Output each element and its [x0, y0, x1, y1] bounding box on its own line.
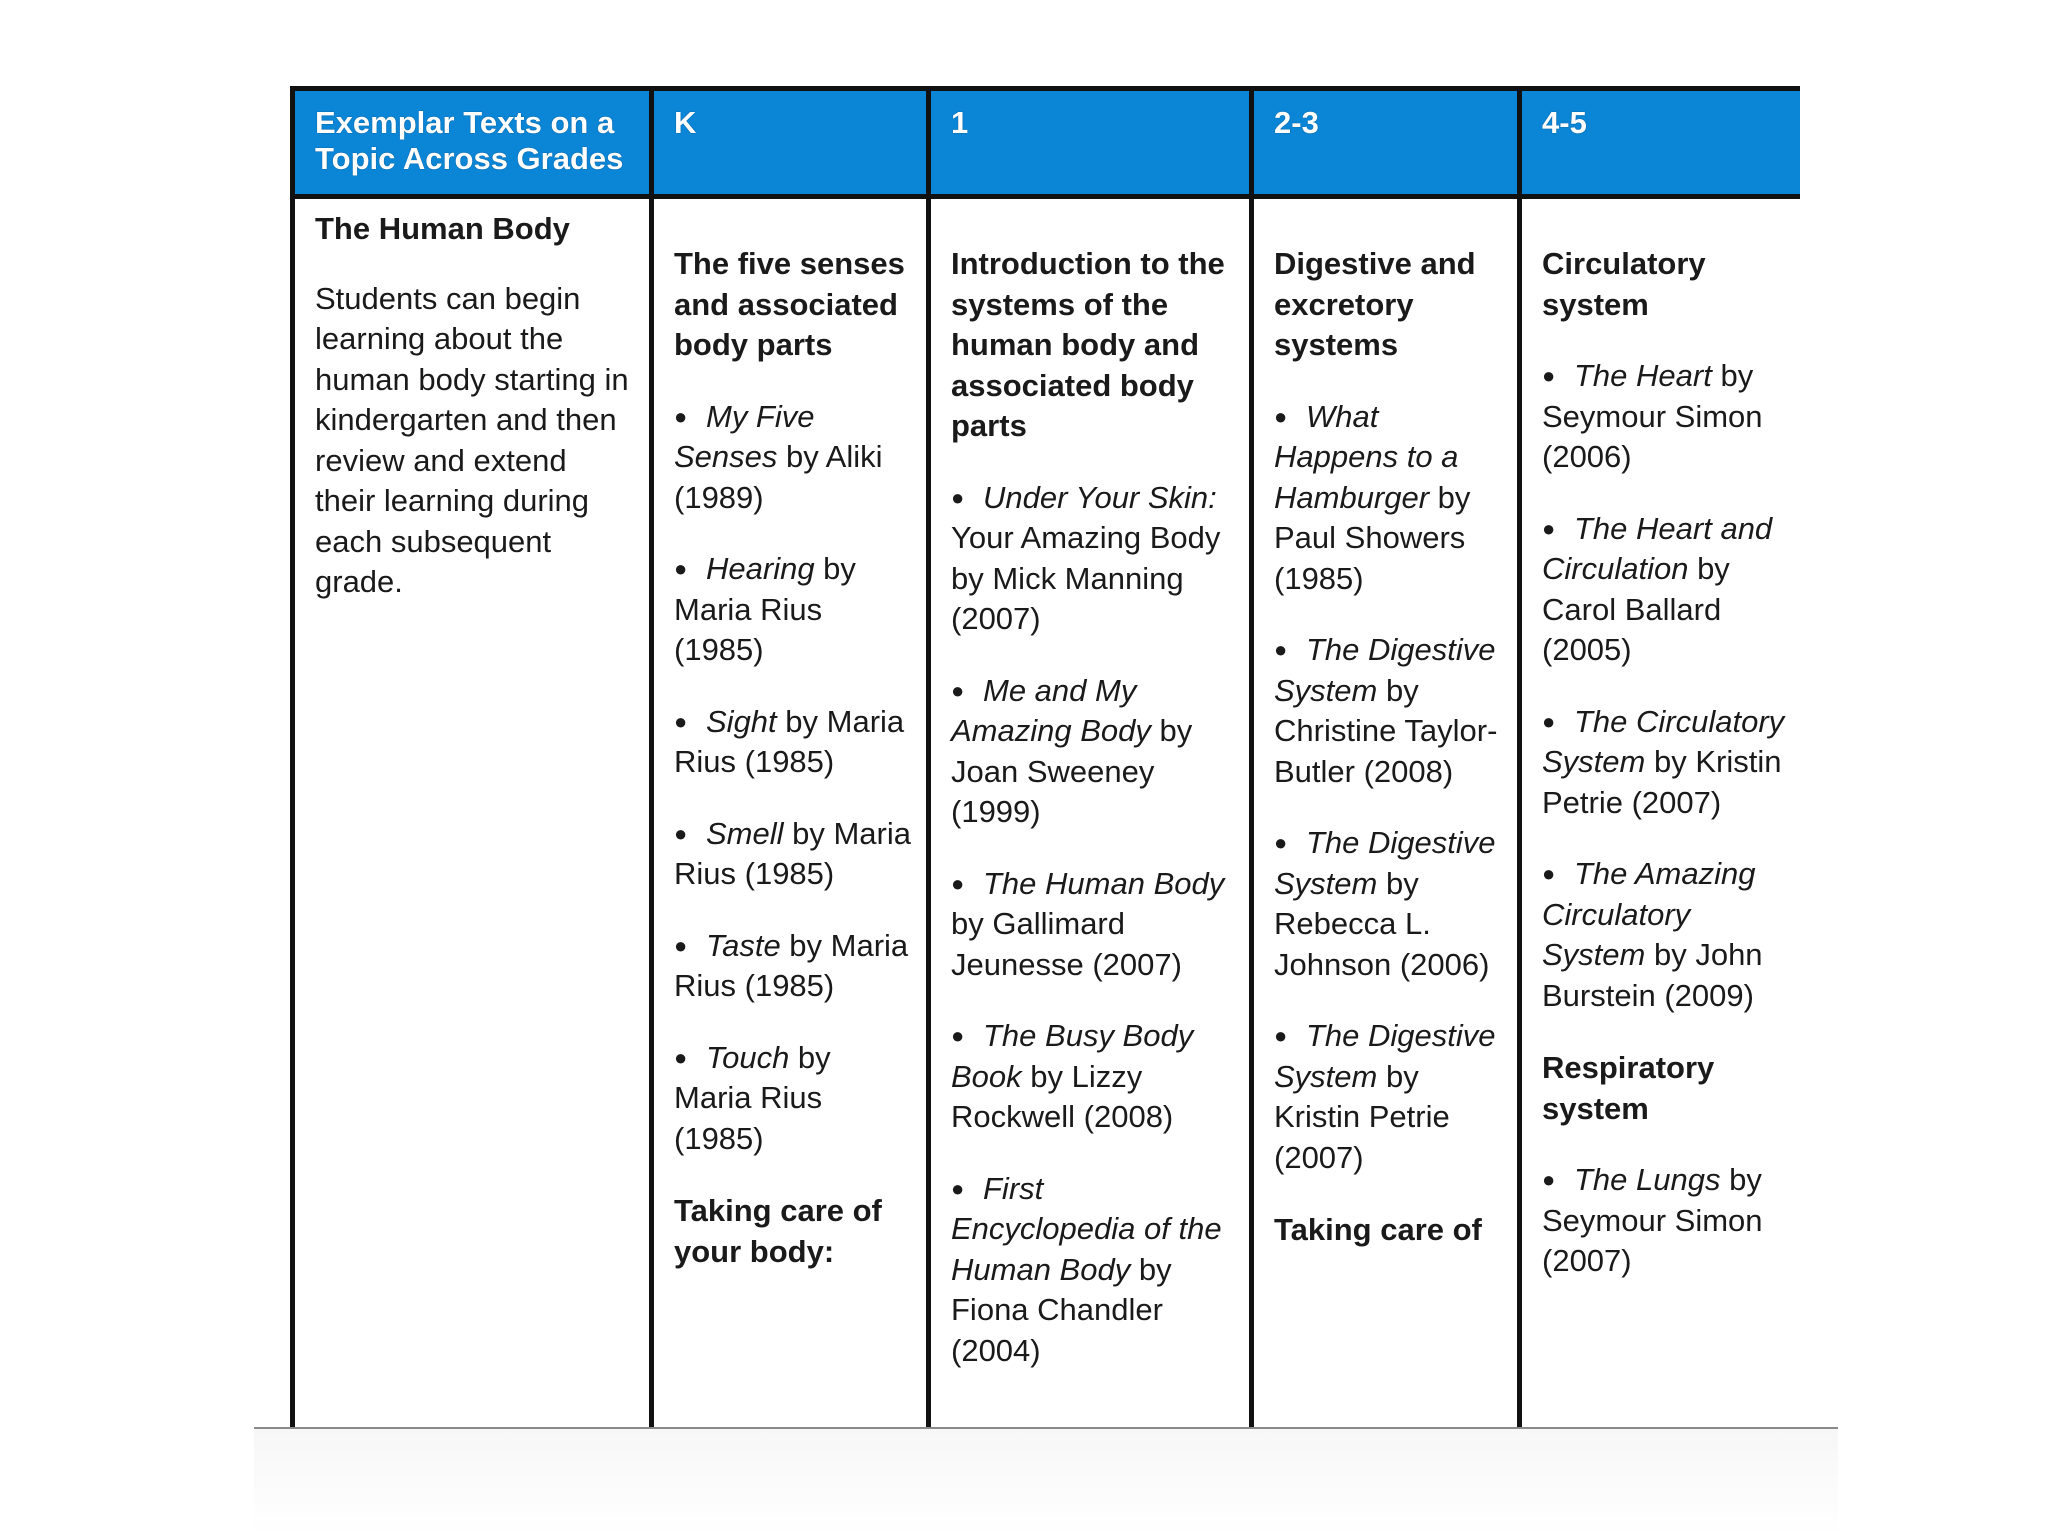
bullet-icon: ● [1542, 515, 1556, 541]
book-author: by Kristin Petrie (2007) [1542, 744, 1782, 820]
header-grade-k: K [652, 89, 929, 197]
book-title: The Lungs [1574, 1162, 1721, 1197]
section-heading: The five senses and associated body parts [674, 246, 905, 362]
book-title: Smell [706, 815, 784, 851]
book-item [1274, 823, 1503, 985]
book-author: by Maria Rius (1985) [674, 927, 909, 1003]
bullet-icon: ● [1542, 708, 1556, 734]
section-heading: Taking care of your body: [674, 1193, 882, 1269]
book-title: Me and My Amazing Body [951, 672, 1151, 748]
book-item [1542, 356, 1786, 478]
section-heading: Circulatory system [1542, 246, 1706, 322]
book-author: by Kristin Petrie (2007) [1274, 1058, 1450, 1175]
page-bottom-margin [254, 1429, 1838, 1536]
book-item [951, 1169, 1235, 1372]
section-heading: Taking care of [1274, 1212, 1482, 1247]
book-item [674, 926, 912, 1007]
book-title: The Digestive System [1274, 825, 1496, 901]
bullet-icon: ● [1542, 1167, 1556, 1192]
bullet-icon: ● [1542, 861, 1556, 886]
content-row [293, 197, 1801, 1429]
book-author: by Joan Sweeney (1999) [951, 713, 1193, 829]
section-heading: Digestive and excretory systems [1274, 246, 1476, 362]
book-item [1542, 854, 1786, 1016]
grade-4-5-cell [1520, 197, 1801, 1429]
bullet-icon: ● [951, 1023, 965, 1048]
bullet-icon: ● [951, 677, 965, 703]
book-author: by Seymour Simon (2006) [1542, 358, 1763, 474]
book-author: by Fiona Chandler (2004) [951, 1251, 1172, 1368]
bullet-icon: ● [951, 484, 965, 510]
topic-description: Students can begin learning about the human body starting in kindergarten and then review and extend their learning during each subsequent grade. [315, 280, 629, 599]
book-item [1542, 509, 1786, 671]
bullet-icon: ● [1274, 403, 1288, 429]
book-title: Under Your Skin: [983, 479, 1217, 515]
book-item [674, 814, 912, 895]
book-author: by Seymour Simon (2007) [1542, 1162, 1763, 1278]
book-item [674, 549, 912, 671]
book-author: by Maria Rius (1985) [674, 815, 911, 891]
bullet-icon: ● [1542, 363, 1556, 388]
grade-k-cell [652, 197, 929, 1429]
grade-2-3-cell [1252, 197, 1520, 1429]
book-author: by Maria Rius (1985) [674, 703, 905, 779]
book-author: by Paul Showers (1985) [1274, 479, 1471, 596]
book-title: The Digestive System [1274, 1018, 1496, 1094]
bullet-icon: ● [674, 1044, 688, 1070]
book-title: Hearing [706, 551, 815, 586]
book-author: by Maria Rius (1985) [674, 1039, 831, 1156]
topic-title: The Human Body [315, 211, 570, 246]
book-author: by John Burstein (2009) [1542, 937, 1763, 1013]
book-title: First Encyclopedia of the Human Body [951, 1170, 1222, 1287]
book-author: by Gallimard Jeunesse (2007) [951, 906, 1182, 982]
header-grade-1: 1 [929, 89, 1252, 197]
book-item [674, 1038, 912, 1160]
book-title: Touch [706, 1039, 790, 1075]
book-author: by Lizzy Rockwell (2008) [951, 1058, 1174, 1134]
book-item [1542, 1160, 1786, 1282]
book-author: by Carol Ballard (2005) [1542, 551, 1730, 667]
book-title: What Happens to a Hamburger [1274, 398, 1459, 515]
book-item [951, 864, 1235, 986]
book-title: The Circulatory System [1542, 703, 1785, 779]
section-heading: Introduction to the systems of the human body and associated body parts [951, 246, 1225, 443]
bullet-icon: ● [674, 556, 688, 581]
book-title: The Digestive System [1274, 632, 1496, 708]
book-item [951, 1016, 1235, 1138]
header-topic: Exemplar Texts on a Topic Across Grades [293, 89, 652, 197]
bullet-icon: ● [951, 1175, 965, 1201]
bullet-icon: ● [674, 403, 688, 429]
book-item [674, 702, 912, 783]
book-author: Your Amazing Body by Mick Manning (2007) [951, 520, 1221, 636]
book-item [1542, 702, 1786, 824]
header-grade-4-5: 4-5 [1520, 89, 1801, 197]
bullet-icon: ● [1274, 1023, 1288, 1048]
book-item [951, 671, 1235, 833]
book-title: Taste [706, 927, 781, 963]
bullet-icon: ● [674, 820, 688, 846]
book-title: The Human Body [983, 865, 1225, 901]
book-author: by Maria Rius (1985) [674, 551, 856, 667]
grade-1-cell [929, 197, 1252, 1429]
book-item [1274, 630, 1503, 792]
bullet-icon: ● [674, 708, 688, 734]
book-item [1274, 397, 1503, 600]
table-viewport [290, 86, 1800, 1428]
book-title: The Busy Body Book [951, 1018, 1194, 1094]
header-grade-2-3: 2-3 [1252, 89, 1520, 197]
bullet-icon: ● [951, 870, 965, 896]
book-title: My Five Senses [674, 398, 815, 474]
exemplar-texts-table [290, 86, 1800, 1428]
book-title: The Amazing Circulatory System [1542, 856, 1756, 972]
topic-cell [293, 197, 652, 1429]
header-row [293, 89, 1801, 197]
book-title: Sight [706, 703, 777, 739]
book-item [674, 397, 912, 519]
bullet-icon: ● [1274, 637, 1288, 662]
book-title: The Heart and Circulation [1542, 510, 1773, 586]
bullet-icon: ● [1274, 830, 1288, 855]
book-author: by Christine Taylor-Butler (2008) [1274, 672, 1498, 789]
book-item [951, 478, 1235, 640]
book-author: by Rebecca L. Johnson (2006) [1274, 865, 1490, 982]
book-author: by Aliki (1989) [674, 439, 883, 515]
bullet-icon: ● [674, 932, 688, 958]
section-heading: Respiratory system [1542, 1050, 1715, 1126]
book-title: The Heart [1574, 358, 1712, 393]
book-item [1274, 1016, 1503, 1178]
